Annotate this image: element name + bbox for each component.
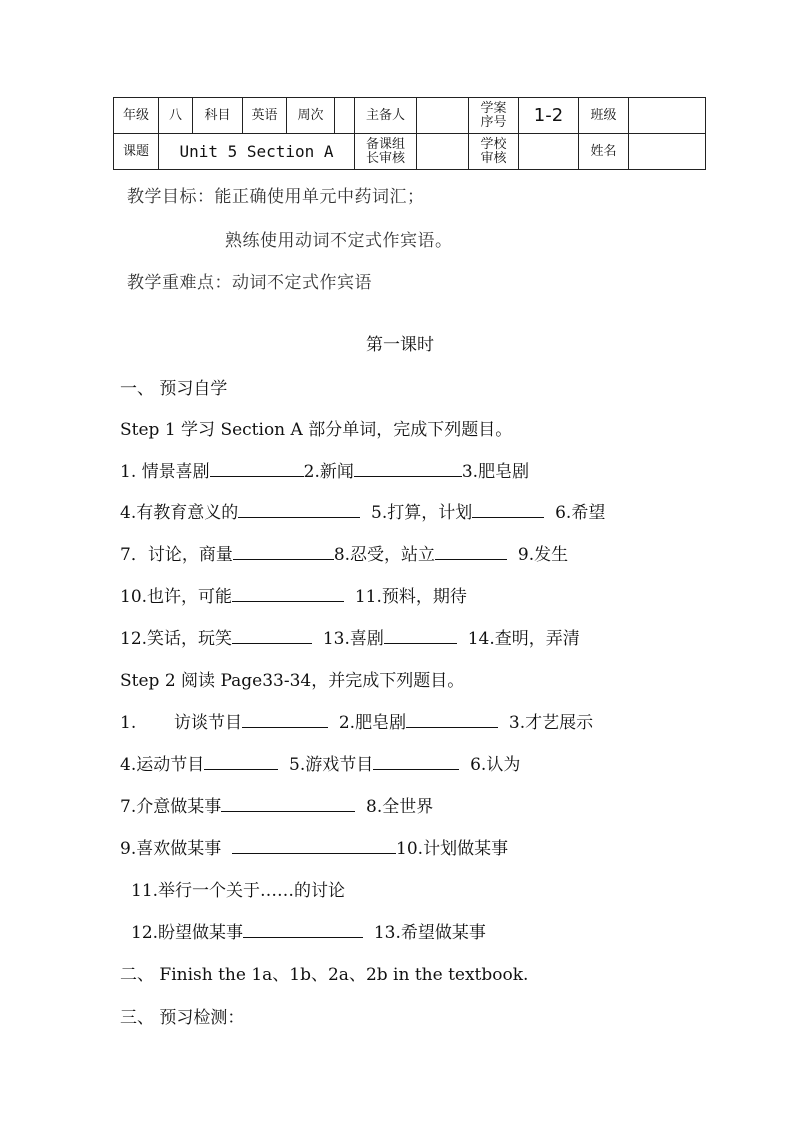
step1-row-1 (120, 457, 529, 482)
key-value: 动词不定式作宾语 (232, 273, 372, 293)
step2-row-5 (131, 876, 345, 901)
s1-item-10: 10.也许，可能 (120, 587, 233, 607)
step2-row-2 (120, 750, 520, 775)
step1-row-5 (120, 624, 580, 649)
answer-blank[interactable] (232, 839, 396, 854)
s1-item-3: 3.肥皂剧 (461, 462, 530, 482)
s1-item-2: 2.新闻 (303, 462, 354, 482)
step2-row-3 (120, 792, 433, 817)
group-review-value[interactable] (417, 134, 469, 170)
answer-blank[interactable] (204, 755, 278, 770)
s1-item-8: 8.忍受，站立 (333, 545, 436, 565)
grade-label: 年级 (114, 98, 159, 134)
s2-item-4: 4.运动节目 (120, 755, 205, 775)
step1-row-4 (120, 582, 467, 607)
s1-item-6: 6.希望 (555, 503, 606, 523)
answer-blank[interactable] (373, 755, 459, 770)
step2-row-4 (120, 834, 508, 859)
topic-value: Unit 5 Section A (159, 134, 355, 170)
step1-row-2 (120, 498, 605, 523)
plan-no-value: 1-2 (519, 98, 579, 134)
class-label: 班级 (579, 98, 629, 134)
s2-item-1: 1. 访谈节目 (120, 713, 243, 733)
lead-label: 主备人 (355, 98, 417, 134)
s1-item-12: 12.笑话，玩笑 (120, 629, 233, 649)
subject-label: 科目 (193, 98, 243, 134)
lesson-title: 第一课时 (366, 335, 434, 355)
answer-blank[interactable] (221, 797, 355, 812)
s2-item-10: 10.计划做某事 (396, 839, 509, 859)
step2-row-1 (120, 708, 593, 733)
s2-item-13: 13.希望做某事 (373, 923, 486, 943)
class-value[interactable] (629, 98, 706, 134)
answer-blank[interactable] (354, 462, 462, 477)
step2-instruction: Step 2 阅读 Page33-34，并完成下列题目。 (120, 671, 465, 691)
key-points (127, 268, 372, 293)
answer-blank[interactable] (242, 713, 328, 728)
s2-item-7: 7.介意做某事 (120, 797, 222, 817)
answer-blank[interactable] (233, 545, 334, 560)
name-value[interactable] (629, 134, 706, 170)
lead-value[interactable] (417, 98, 469, 134)
s1-item-5: 5.打算，计划 (371, 503, 473, 523)
s1-item-11: 11.预料，期待 (354, 587, 467, 607)
plan-no-label: 学案序号 (469, 98, 519, 134)
s1-item-4: 4.有教育意义的 (120, 503, 239, 523)
week-value[interactable] (335, 98, 355, 134)
grade-value: 八 (159, 98, 193, 134)
goal-label: 教学目标： (127, 187, 215, 207)
answer-blank[interactable] (210, 462, 304, 477)
s1-item-1: 1. 情景喜剧 (120, 462, 210, 482)
header-table (113, 97, 706, 170)
answer-blank[interactable] (232, 629, 312, 644)
s2-item-12: 12.盼望做某事 (131, 923, 244, 943)
s2-item-9: 9.喜欢做某事 (120, 839, 222, 859)
key-label: 教学重难点： (127, 273, 232, 293)
step1-row-3 (120, 540, 568, 565)
answer-blank[interactable] (384, 629, 457, 644)
school-review-label: 学校审核 (469, 134, 519, 170)
s2-item-6: 6.认为 (470, 755, 521, 775)
s1-item-9: 9.发生 (517, 545, 569, 565)
s1-item-13: 13.喜剧 (322, 629, 384, 649)
section1-heading: 一、 预习自学 (120, 379, 228, 399)
answer-blank[interactable] (232, 587, 344, 602)
topic-label: 课题 (114, 134, 159, 170)
section3: 三、 预习检测： (120, 1008, 245, 1028)
s2-item-5: 5.游戏节目 (289, 755, 374, 775)
step1-instruction: Step 1 学习 Section A 部分单词，完成下列题目。 (120, 420, 513, 440)
school-review-value[interactable] (519, 134, 579, 170)
s2-item-8: 8.全世界 (366, 797, 434, 817)
answer-blank[interactable] (238, 503, 360, 518)
teaching-goals (127, 182, 425, 207)
name-label: 姓名 (579, 134, 629, 170)
goal-1: 能正确使用单元中药词汇； (214, 187, 425, 207)
answer-blank[interactable] (435, 545, 507, 560)
goal-2: 熟练使用动词不定式作宾语。 (225, 231, 453, 251)
step2-row-6 (131, 918, 486, 943)
week-label: 周次 (287, 98, 335, 134)
group-review-label: 备课组长审核 (355, 134, 417, 170)
subject-value: 英语 (243, 98, 287, 134)
s1-item-7: 7．讨论，商量 (120, 545, 233, 565)
section2: 二、 Finish the 1a、1b、2a、2b in the textbook. (120, 965, 529, 985)
answer-blank[interactable] (243, 923, 363, 938)
s2-item-2: 2.肥皂剧 (338, 713, 407, 733)
answer-blank[interactable] (406, 713, 498, 728)
s1-item-14: 14.查明，弄清 (467, 629, 580, 649)
s2-item-11: 11.举行一个关于……的讨论 (131, 881, 346, 901)
answer-blank[interactable] (472, 503, 544, 518)
s2-item-3: 3.才艺展示 (508, 713, 594, 733)
